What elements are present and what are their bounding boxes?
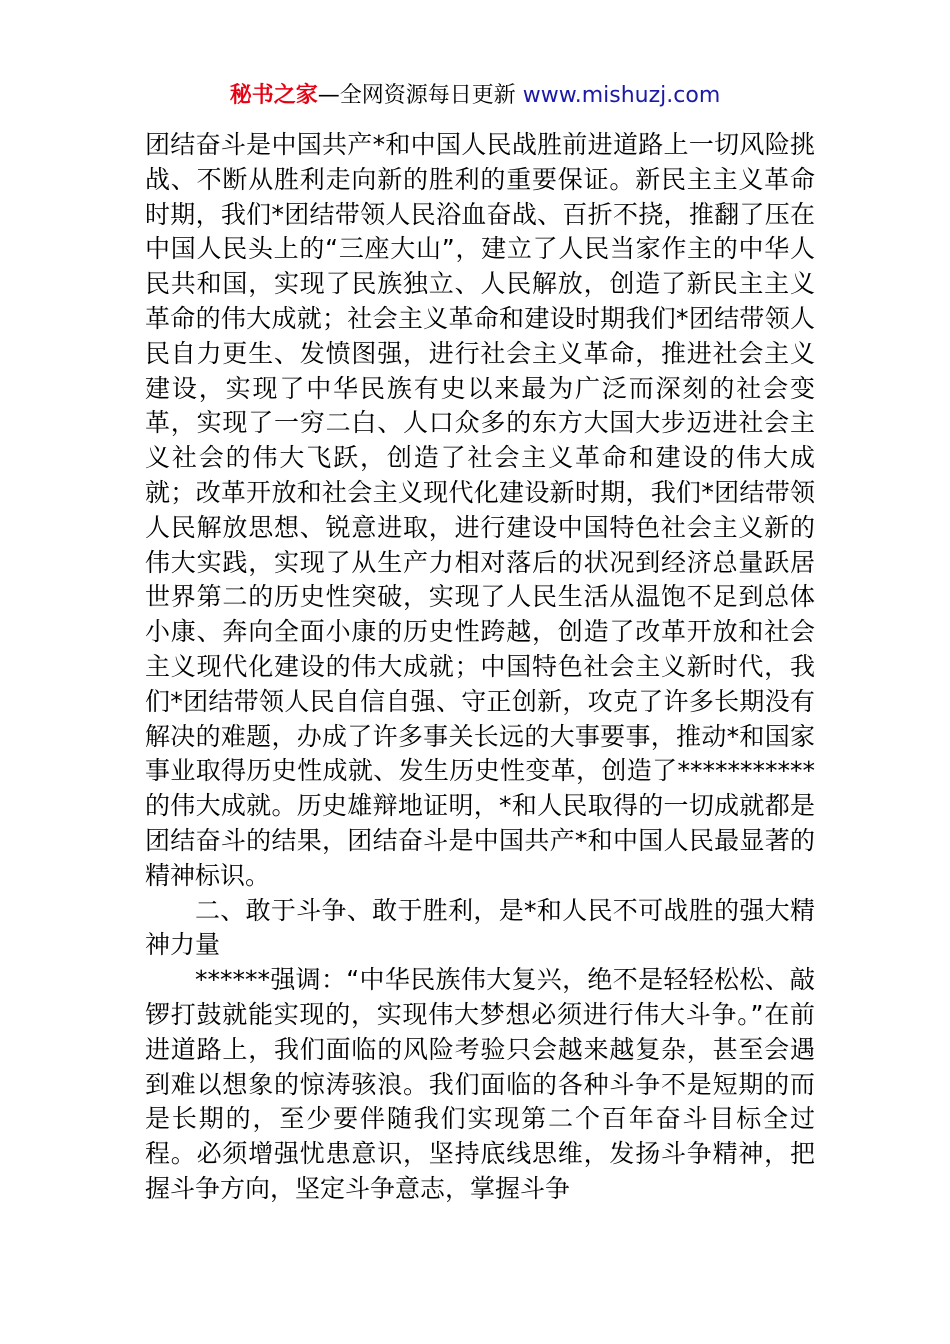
body-paragraph: 团结奋斗是中国共产*和中国人民战胜前进道路上一切风险挑战、不断从胜利走向新的胜利的重要保证。新民主主义革命时期，我们*团结带领人民浴血奋战、百折不挠，推翻了压在中国人民头上的“三座大山”，建立了人民当家作主的中华人民共和国，实现了民族独立、人民解放，创造了新民主主义革命的伟大成就；社会主义革命和建设时期我们*团结带领人民自力更生、发愤图强，进行社会主义革命，推进社会主义建设，实现了中华民族有史以来最为广泛而深刻的社会变革，实现了一穷二白、人口众多的东方大国大步迈进社会主义社会的伟大飞跃，创造了社会主义革命和建设的伟大成就；改革开放和社会主义现代化建设新时期，我们*团结带领人民解放思想、锐意进取，进行建设中国特色社会主义新的伟大实践，实现了从生产力相对落后的状况到经济总量跃居世界第二的历史性突破，实现了人民生活从温饱不足到总体小康、奔向全面小康的历史性跨越，创造了改革开放和社会主义现代化建设的伟大成就；中国特色社会主义新时代，我们*团结带领人民自信自强、守正创新，攻克了许多长期没有解决的难题，办成了许多事关长远的大事要事，推动*和国家事业取得历史性成就、发生历史性变革，创造了***********的伟大成就。历史雄辩地证明，*和人民取得的一切成就都是团结奋斗的结果，团结奋斗是中国共产*和中国人民最显著的精神标识。 bbox=[145, 130, 815, 890]
site-url-link[interactable]: www.mishuzj.com bbox=[522, 83, 721, 108]
section-heading: 二、敢于斗争、敢于胜利，是*和人民不可战胜的强大精神力量 bbox=[145, 895, 815, 960]
document-body bbox=[145, 128, 815, 1207]
brand-name: 秘书之家 bbox=[229, 83, 318, 108]
body-paragraph: ******强调：“中华民族伟大复兴，绝不是轻轻松松、敲锣打鼓就能实现的，实现伟大梦想必须进行伟大斗争。”在前进道路上，我们面临的风险考验只会越来越复杂，甚至会遇到难以想象的惊涛骇浪。我们面临的各种斗争不是短期的而是长期的，至少要伴随我们实现第二个百年奋斗目标全过程。必须增强忧患意识，坚持底线思维，发扬斗争精神，把握斗争方向，坚定斗争意志，掌握斗争 bbox=[145, 965, 815, 1203]
site-header bbox=[0, 78, 950, 114]
header-slogan: —全网资源每日更新 bbox=[317, 83, 516, 108]
